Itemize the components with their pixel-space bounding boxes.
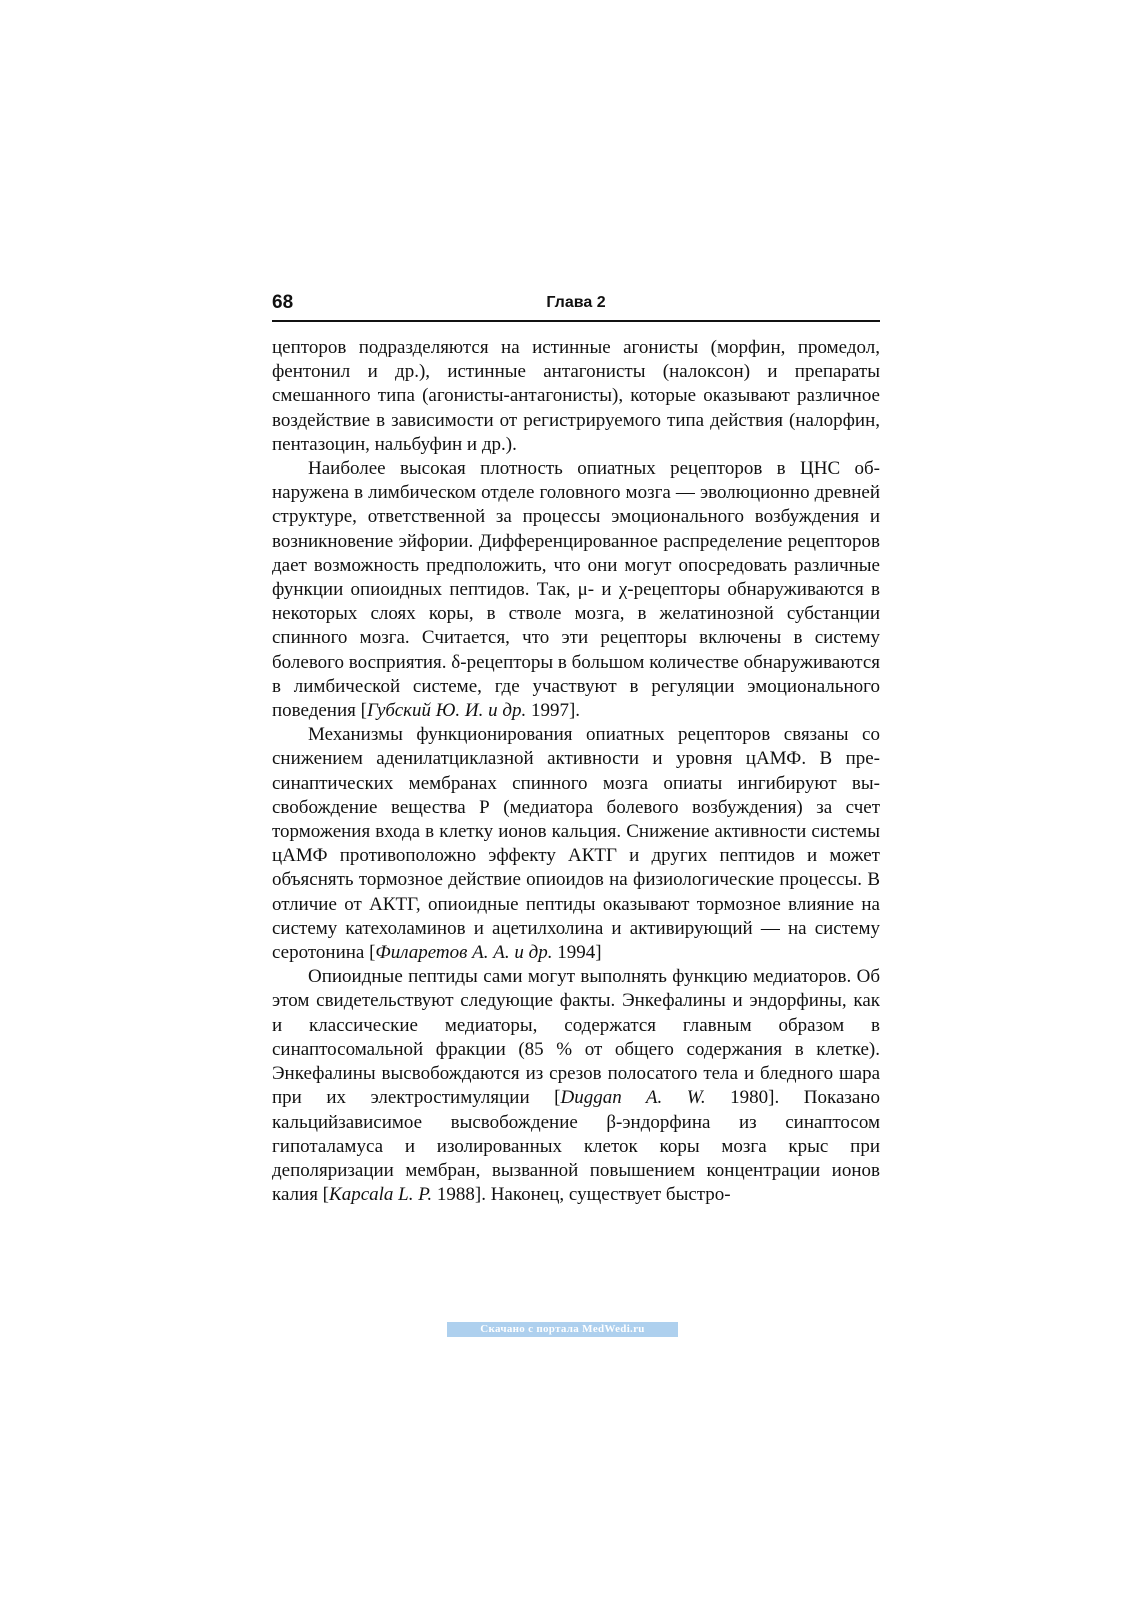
citation-authors: Филаретов А. А. и др. [375, 942, 553, 964]
paragraph-2 [272, 457, 880, 723]
paragraph-text: цепторов подразделяются на истинные агонисты (морфин, промедол, фентонил и др.), истинные антагонисты (налоксон) и препараты смешанного типа (агонисты-антагонисты), которые оказывают различное воздействие в зависимости от регистрируемого типа действия (налорфин, пентазоцин, нальбуфин и др.). [272, 337, 880, 455]
page-number: 68 [272, 292, 294, 313]
citation-authors: Duggan A. W. [560, 1087, 706, 1109]
body-text [272, 336, 880, 1207]
paragraph-text: 1980]. Показано кальцийзависимое высвобождение β-эндорфина из синаптосом гипоталамуса и изолированных клеток коры мозга крыс при деполяризации мембран, вызванной повышением концентрации ионов калия [ [272, 1087, 880, 1206]
citation-authors: Kapcala L. P. [329, 1184, 433, 1206]
paragraph-4 [272, 965, 880, 1207]
paragraph-text: Наиболее высокая плотность опиатных рецепторов в ЦНС обнаружена в лимбическом отделе головного мозга — эволюционно древней структуре, ответственной за процессы эмоционального возбуждения и возникновение эйфории. Дифференцированное распределение рецепторов дает возможность предположить, что они могут опосредовать различные функции опиоидных пептидов. Так, μ- и χ-рецепторы обнаруживаются в некоторых слоях коры, в стволе мозга, в желатинозной субстанции спинного мозга. Считается, что эти рецепторы включены в систему болевого восприятия. δ-рецепторы в большом количестве обнаруживаются в лимбической системе, где участвуют в регуляции эмоционального поведения [ [272, 458, 880, 722]
book-page [272, 290, 880, 1207]
watermark-banner: Скачано с портала MedWedi.ru [447, 1322, 678, 1337]
paragraph-text: Механизмы функционирования опиатных рецепторов связаны со снижением аденилатциклазной активности и уровня цАМФ. В пресинаптических мембранах спинного мозга опиаты ингибируют высвобождение вещества Р (медиатора болевого возбуждения) за счет торможения входа в клетку ионов кальция. Снижение активности системы цАМФ противоположно эффекту АКТГ и других пептидов и может объяснять тормозное действие опиоидов на физиологические процессы. В отличие от АКТГ, опиоидные пептиды оказывают тормозное влияние на систему катехоламинов и ацетилхолина и активирующий — на систему серотонина [ [272, 724, 880, 964]
paragraph-text: 1988]. Наконец, существует быстро- [432, 1184, 731, 1206]
paragraph-text: 1997]. [526, 700, 581, 722]
running-header [272, 290, 880, 322]
citation-authors: Губский Ю. И. и др. [366, 700, 527, 722]
paragraph-3 [272, 723, 880, 965]
chapter-title: Глава 2 [546, 294, 606, 311]
paragraph-text: 1994] [552, 942, 602, 964]
paragraph-1 [272, 336, 880, 457]
paragraph-text: Опиоидные пептиды сами могут выполнять функцию медиаторов. Об этом свидетельствуют следующие факты. Энкефалины и эндорфины, как и классические медиаторы, содержатся главным образом в синаптосомальной фракции (85 % от общего содержания в клетке). Энкефалины высвобождаются из срезов полосатого тела и бледного шара при их электростимуляции [ [272, 966, 880, 1109]
